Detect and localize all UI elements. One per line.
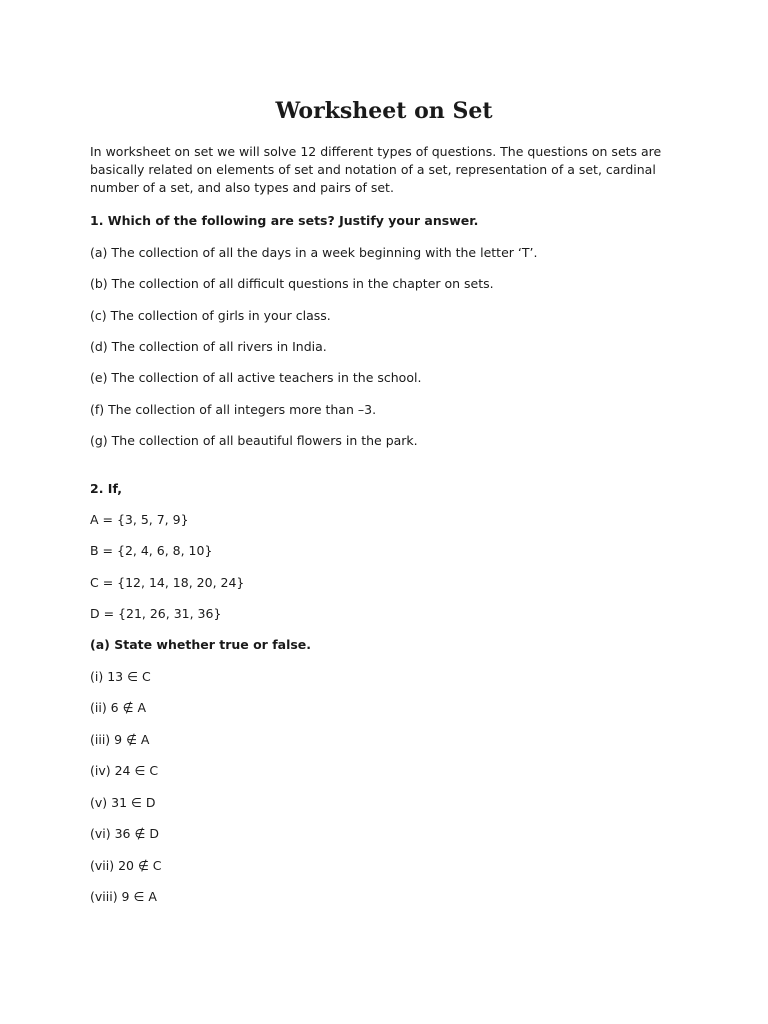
question-1-heading: 1. Which of the following are sets? Justify your answer. [90,213,479,228]
true-false-item: (ii) 6 ∉ A [90,700,147,715]
page-title: Worksheet on Set [275,98,493,124]
question-1-item: (f) The collection of all integers more than –3. [90,402,377,417]
question-1-item: (g) The collection of all beautiful flowers in the park. [90,433,418,448]
set-definition: A = {3, 5, 7, 9} [90,512,189,527]
question-1-item: (e) The collection of all active teachers in the school. [90,370,422,385]
true-false-item: (vi) 36 ∉ D [90,826,159,841]
true-false-item: (i) 13 ∈ C [90,669,151,684]
set-definition: D = {21, 26, 31, 36} [90,606,222,621]
true-false-item: (v) 31 ∈ D [90,795,156,810]
true-false-item: (viii) 9 ∈ A [90,889,157,904]
set-definition: B = {2, 4, 6, 8, 10} [90,543,213,558]
set-definition: C = {12, 14, 18, 20, 24} [90,575,245,590]
true-false-item: (iii) 9 ∉ A [90,732,150,747]
question-1-item: (c) The collection of girls in your class. [90,308,331,323]
intro-paragraph: In worksheet on set we will solve 12 different types of questions. The questions on sets are basically related on elements of set and notation of a set, representation of a set, cardinal number of a set, and also types and pairs of set. [90,144,662,195]
part-a-heading: (a) State whether true or false. [90,637,312,652]
true-false-item: (iv) 24 ∈ C [90,763,159,778]
true-false-item: (vii) 20 ∉ C [90,858,162,873]
question-2-heading: 2. If, [90,481,122,496]
question-1-item: (d) The collection of all rivers in India. [90,339,327,354]
question-1-item: (b) The collection of all difficult questions in the chapter on sets. [90,276,494,291]
question-1-item: (a) The collection of all the days in a week beginning with the letter ‘T’. [90,245,538,260]
